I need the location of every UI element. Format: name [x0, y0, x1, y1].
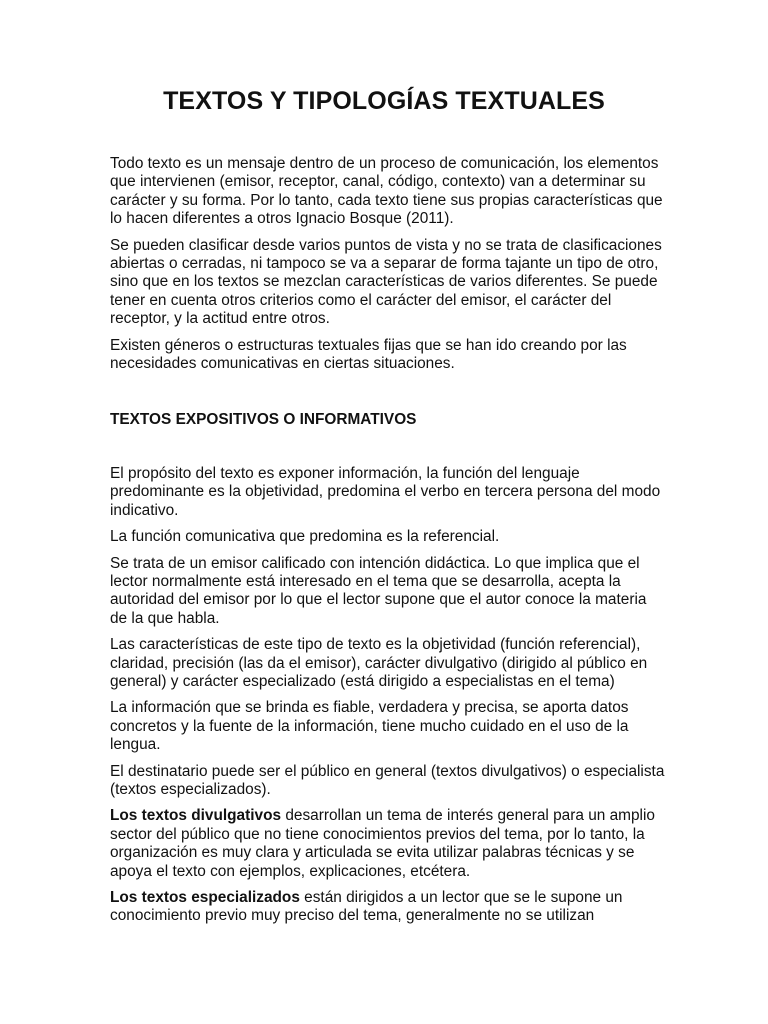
divulgativos-lead: Los textos divulgativos: [110, 807, 282, 825]
intro-paragraph-2: Se pueden clasificar desde varios puntos de vista y no se trata de clasificaciones abiertas o cerradas, ni tampoco se va a separar de forma tajante un tipo de otro, sino que en los textos se mezclan características de varios diferentes. Se puede tener en cuenta otros criterios como el carácter del emisor, el carácter del receptor, y la actitud entre otros.: [110, 236, 662, 328]
document-title: TEXTOS Y TIPOLOGÍAS TEXTUALES: [163, 87, 605, 115]
section-paragraph-6: El destinatario puede ser el público en general (textos divulgativos) o especialista (textos especializados).: [110, 762, 665, 798]
divulgativos-text: desarrollan un tema de interés general para un amplio sector del público que no tiene conocimientos previos del tema, por lo tanto, la organización es muy clara y articulada se evita utilizar palabras técnicas y se apoya el texto con ejemplos, explicaciones, etcétera.: [110, 807, 655, 880]
especializados-lead: Los textos especializados: [110, 889, 300, 906]
section-paragraph-3: Se trata de un emisor calificado con intención didáctica. Lo que implica que el lector normalmente está interesado en el tema que se desarrolla, acepta la autoridad del emisor por lo que el lector supone que el autor conoce la materia de la que habla.: [110, 554, 647, 627]
especializados-paragraph: [110, 889, 665, 926]
document-body: [110, 155, 665, 934]
intro-paragraph-3: Existen géneros o estructuras textuales fijas que se han ido creando por las necesidades comunicativas en ciertas situaciones.: [110, 336, 627, 373]
section-paragraph-1: El propósito del texto es exponer información, la función del lenguaje predominante es la objetividad, predomina el verbo en tercera persona del modo indicativo.: [110, 464, 661, 519]
section-paragraph-4: Las características de este tipo de texto es la objetividad (función referencial), claridad, precisión (las da el emisor), carácter divulgativo (dirigido al público en general) y carácter especializado (está dirigido a especialistas en el tema): [110, 636, 648, 690]
section-paragraph-2: La función comunicativa que predomina es la referencial.: [110, 528, 500, 546]
divulgativos-paragraph: [110, 807, 665, 881]
intro-paragraph-1: Todo texto es un mensaje dentro de un proceso de comunicación, los elementos que intervienen (emisor, receptor, canal, código, contexto) van a determinar su carácter y su forma. Por lo tanto, cada texto tiene sus propias características que lo hacen diferentes a otros Ignacio Bosque (2011).: [110, 155, 663, 228]
especializados-text: están dirigidos a un lector que se le supone un conocimiento previo muy preciso del tema, generalmente no se utilizan: [110, 889, 623, 925]
section-heading: TEXTOS EXPOSITIVOS O INFORMATIVOS: [110, 411, 417, 429]
section-paragraph-5: La información que se brinda es fiable, verdadera y precisa, se aporta datos concretos y la fuente de la información, tiene mucho cuidado en el uso de la lengua.: [110, 699, 629, 754]
